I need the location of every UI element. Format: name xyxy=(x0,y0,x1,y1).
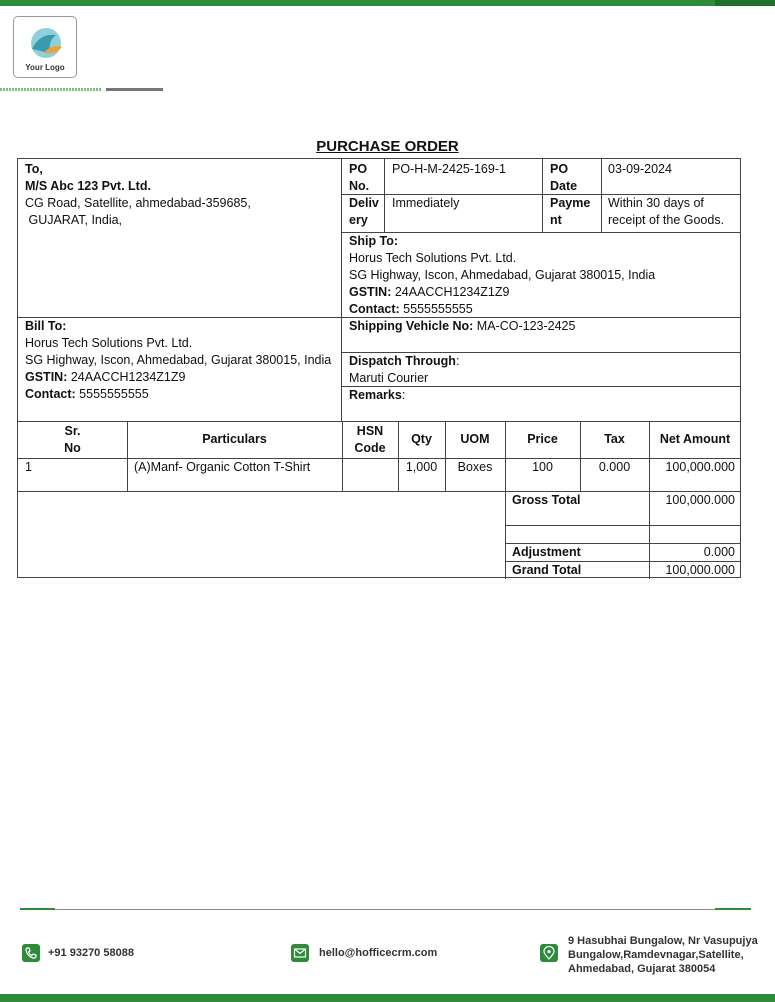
header-divider-dotted xyxy=(0,88,102,91)
gross-total-label: Gross Total xyxy=(512,493,581,507)
footer-address-line: 9 Hasubhai Bungalow, Nr Vasupujya xyxy=(568,935,758,947)
header-sr-no xyxy=(18,423,127,457)
po-date-label: PO xyxy=(550,162,569,176)
bill-to-address: SG Highway, Iscon, Ahmedabad, Gujarat 380015, India xyxy=(25,353,332,367)
header-tax: Tax xyxy=(604,432,625,446)
adjustment-value: 0.000 xyxy=(703,545,735,559)
ship-to-company: Horus Tech Solutions Pvt. Ltd. xyxy=(349,251,517,265)
payment-label: nt xyxy=(550,213,562,227)
adjustment-label: Adjustment xyxy=(512,545,581,559)
footer-address-line: Ahmedabad, Gujarat 380054 xyxy=(568,963,716,975)
footer-accent-left xyxy=(20,908,55,910)
gstin-value: 24AACCH1234Z1Z9 xyxy=(391,285,510,299)
header-sr-line: Sr. xyxy=(64,424,81,438)
grand-total-label: Grand Total xyxy=(512,563,582,577)
po-no-label: No. xyxy=(349,179,370,193)
top-accent-bar xyxy=(0,0,775,6)
header-divider-solid xyxy=(106,88,163,91)
dispatch-colon: : xyxy=(455,354,460,368)
gstin-label: GSTIN: xyxy=(349,285,392,299)
header-particulars: Particulars xyxy=(202,432,267,446)
contact-value: 5555555555 xyxy=(75,387,149,401)
divider xyxy=(601,159,602,232)
shipping-vehicle-value: MA-CO-123-2425 xyxy=(473,319,576,333)
divider xyxy=(384,159,385,232)
row-sr: 1 xyxy=(25,460,32,474)
header-sr-line: No xyxy=(64,441,81,455)
payment-label: Payme xyxy=(550,196,591,210)
vendor-address-line-1: CG Road, Satellite, ahmedabad-359685, xyxy=(25,196,251,210)
row-qty: 1,000 xyxy=(405,460,438,474)
header-hsn-code xyxy=(342,423,398,457)
ship-to-label: Ship To: xyxy=(349,234,399,248)
gross-total-value: 100,000.000 xyxy=(665,493,735,507)
vendor-name: M/S Abc 123 Pvt. Ltd. xyxy=(25,179,151,193)
footer-divider xyxy=(55,909,715,910)
remarks-colon: : xyxy=(401,388,406,402)
contact-label: Contact: xyxy=(25,387,76,401)
ship-to-gstin xyxy=(349,284,509,301)
logo-text: Your Logo xyxy=(25,63,65,72)
footer-address xyxy=(568,934,758,976)
po-date: 03-09-2024 xyxy=(608,162,672,176)
delivery-label: Deliv xyxy=(349,196,379,210)
phone-icon xyxy=(22,944,40,962)
bill-to-gstin xyxy=(25,369,185,386)
ship-to-address: SG Highway, Iscon, Ahmedabad, Gujarat 380015, India xyxy=(349,268,656,282)
header-uom: UOM xyxy=(460,432,490,446)
footer-phone[interactable]: +91 93270 58088 xyxy=(48,947,134,959)
bill-to-company: Horus Tech Solutions Pvt. Ltd. xyxy=(25,336,193,350)
divider xyxy=(341,232,741,233)
row-particulars: (A)Manf- Organic Cotton T-Shirt xyxy=(134,460,311,474)
remarks xyxy=(349,387,405,404)
po-number: PO-H-M-2425-169-1 xyxy=(392,162,506,176)
header-hsn-line: Code xyxy=(354,441,386,455)
dispatch-value: Maruti Courier xyxy=(349,371,429,385)
to-label: To, xyxy=(25,162,43,176)
grand-total-value: 100,000.000 xyxy=(665,563,735,577)
delivery-label: ery xyxy=(349,213,368,227)
email-icon xyxy=(291,944,309,962)
dispatch-through xyxy=(349,353,459,370)
location-pin-icon xyxy=(540,944,558,962)
divider xyxy=(341,159,342,421)
payment-terms: receipt of the Goods. xyxy=(608,213,725,227)
gstin-value: 24AACCH1234Z1Z9 xyxy=(67,370,186,384)
dispatch-label: Dispatch Through xyxy=(349,354,456,368)
po-date-label: Date xyxy=(550,179,578,193)
gstin-label: GSTIN: xyxy=(25,370,68,384)
footer-accent-right xyxy=(715,908,751,910)
purchase-order-form xyxy=(17,158,741,578)
shipping-vehicle-label: Shipping Vehicle No: xyxy=(349,319,474,333)
row-tax: 0.000 xyxy=(598,460,631,474)
company-logo xyxy=(13,16,77,78)
logo-icon xyxy=(26,23,66,63)
shipping-vehicle xyxy=(349,318,575,335)
bottom-accent-bar xyxy=(0,994,775,1002)
po-no-label: PO xyxy=(349,162,368,176)
divider xyxy=(18,491,741,492)
payment-terms: Within 30 days of xyxy=(608,196,704,210)
divider xyxy=(505,525,741,526)
row-uom: Boxes xyxy=(457,460,493,474)
remarks-label: Remarks xyxy=(349,388,402,402)
footer-address-line: Bungalow,Ramdevnagar,Satellite, xyxy=(568,949,744,961)
contact-label: Contact: xyxy=(349,302,400,316)
row-price: 100 xyxy=(532,460,553,474)
ship-to-contact xyxy=(349,301,473,318)
delivery-value: Immediately xyxy=(392,196,460,210)
header-hsn-line: HSN xyxy=(356,424,384,438)
document-title: PURCHASE ORDER xyxy=(316,138,459,155)
header-net-amount: Net Amount xyxy=(659,432,731,446)
row-net-amount: 100,000.000 xyxy=(665,460,735,474)
header-qty: Qty xyxy=(411,432,432,446)
contact-value: 5555555555 xyxy=(399,302,473,316)
divider xyxy=(542,159,543,232)
bill-to-contact xyxy=(25,386,149,403)
vendor-address-line-2: GUJARAT, India, xyxy=(25,213,123,227)
bill-to-label: Bill To: xyxy=(25,319,67,333)
header-price: Price xyxy=(527,432,558,446)
footer-email[interactable]: hello@hofficecrm.com xyxy=(319,947,438,959)
